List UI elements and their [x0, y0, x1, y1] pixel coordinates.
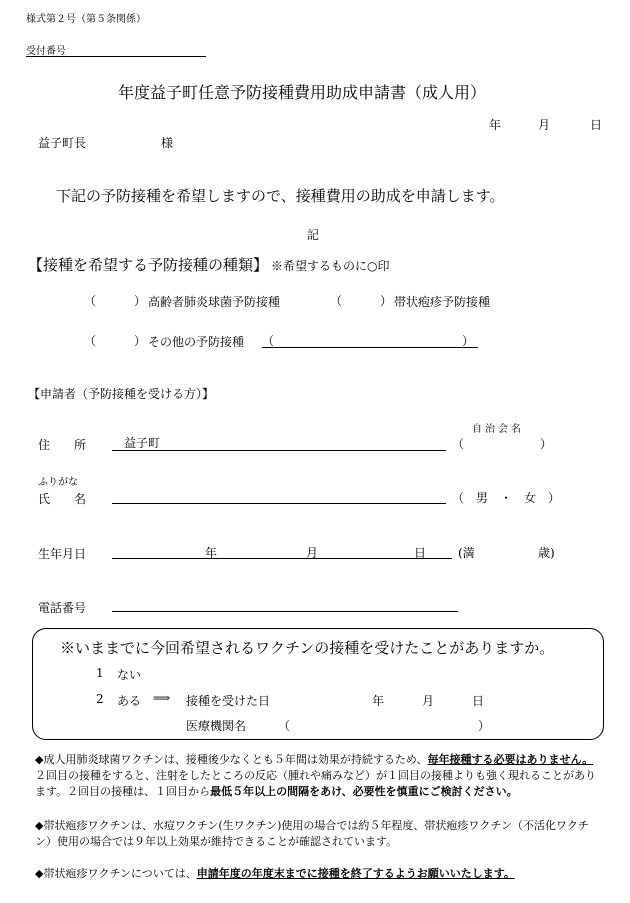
age-close: 歳) [538, 546, 555, 560]
reception-number-field[interactable] [26, 56, 206, 57]
vaccination-month: 月 [422, 694, 435, 708]
option-other-label: その他の予防接種 [148, 335, 245, 349]
note-shingles-deadline [35, 866, 603, 882]
option-pneumococcal-label: 高齢者肺炎球菌予防接種 [148, 295, 281, 309]
facility-label: 医療機関名 [186, 719, 247, 733]
facility-field[interactable] [292, 717, 476, 731]
note-pneumococcal-emphasis-2: 最低５年以上の間隔をあけ、必要性を慎重にご検討ください。 [210, 785, 518, 798]
other-vaccine-paren-close: ） [462, 334, 475, 348]
date-year: 年 [489, 118, 502, 132]
form-number: 様式第２号（第５条関係） [26, 14, 146, 25]
vaccination-date-label: 接種を受けた日 [186, 694, 271, 708]
facility-paren-open: （ [278, 719, 291, 733]
dob-month: 月 [306, 546, 319, 560]
note-pneumococcal [35, 752, 603, 800]
name-field[interactable] [112, 503, 446, 504]
phone-field[interactable] [112, 611, 458, 612]
note-pneumococcal-text-2: ２回目の接種をすると、注射をしたところの反応（腫れや痛みなど）が１回目の接種よりも強く現れることがあります。２回目の接種は、１回目から [35, 769, 596, 798]
history-option-2-number: 2 [96, 692, 104, 706]
dob-field[interactable] [112, 558, 452, 559]
history-option-no[interactable]: ない [117, 668, 142, 682]
date-month: 月 [538, 118, 551, 132]
furigana-label: ふりがな [38, 477, 78, 488]
vaccination-day: 日 [472, 694, 485, 708]
name-label: 氏 名 [38, 492, 87, 506]
dob-label: 生年月日 [38, 547, 87, 561]
addressee-name: 益子町長 [38, 136, 87, 150]
option-pneumococcal-paren-open[interactable]: （ [84, 294, 97, 308]
option-other-paren-close: ） [134, 334, 147, 348]
gender-select[interactable]: （ 男 ・ 女 ） [452, 491, 561, 505]
ki-mark: 記 [307, 228, 320, 242]
district-label: 自治会名 [472, 424, 524, 435]
option-other-paren-open[interactable]: （ [84, 334, 97, 348]
district-paren-close: ） [540, 437, 553, 451]
other-vaccine-field[interactable] [262, 347, 478, 348]
form-title: 年度益子町任意予防接種費用助成申請書（成人用） [118, 83, 487, 102]
history-option-1-number: 1 [96, 666, 104, 680]
arrow-icon: ⟹ [153, 691, 171, 705]
vaccine-section-heading: 【接種を希望する予防接種の種類】 [28, 256, 269, 274]
dob-year: 年 [205, 546, 218, 560]
note-pneumococcal-emphasis-1: 毎年接種する必要はありません。 [427, 753, 594, 766]
age-open: (満 [458, 546, 475, 560]
date-day: 日 [590, 118, 603, 132]
intro-text: 下記の予防接種を希望しますので、接種費用の助成を申請します。 [56, 187, 505, 205]
option-shingles-paren-close: ） [380, 294, 393, 308]
option-shingles-label: 帯状疱疹予防接種 [394, 295, 491, 309]
phone-label: 電話番号 [38, 601, 87, 615]
reception-number-label: 受付番号 [26, 46, 66, 57]
vaccine-section-note: ※希望するものに○印 [271, 259, 390, 273]
district-paren-open: （ [452, 437, 465, 451]
history-question: ※いままでに今回希望されるワクチンの接種を受けたことがありますか。 [60, 639, 555, 657]
option-shingles-paren-open[interactable]: （ [330, 294, 343, 308]
dob-day: 日 [414, 546, 427, 560]
applicant-heading: 【申請者（予防接種を受ける方）】 [28, 387, 215, 401]
address-value: 益子町 [124, 436, 161, 450]
history-option-yes[interactable]: ある [117, 694, 142, 708]
note-pneumococcal-text-1: ◆成人用肺炎球菌ワクチンは、接種後少なくとも５年間は効果が持続するため、 [35, 753, 428, 766]
facility-paren-close: ） [478, 719, 491, 733]
other-vaccine-paren-open: （ [262, 334, 275, 348]
address-label: 住 所 [38, 438, 87, 452]
option-pneumococcal-paren-close: ） [134, 294, 147, 308]
note-shingles-duration: ◆帯状疱疹ワクチンは、水痘ワクチン(生ワクチン)使用の場合では約５年程度、帯状疱疹ワクチン（不活化ワクチン）使用の場合では９年以上効果が維持できることが確認されています。 [35, 819, 589, 848]
address-field[interactable] [112, 450, 446, 451]
vaccination-year: 年 [372, 694, 385, 708]
note-shingles-deadline-text: ◆帯状疱疹ワクチンについては、 [35, 867, 197, 880]
addressee-honorific: 様 [161, 136, 174, 150]
note-shingles-deadline-emphasis: 申請年度の年度末までに接種を終了するようお願いいたします。 [196, 867, 515, 880]
